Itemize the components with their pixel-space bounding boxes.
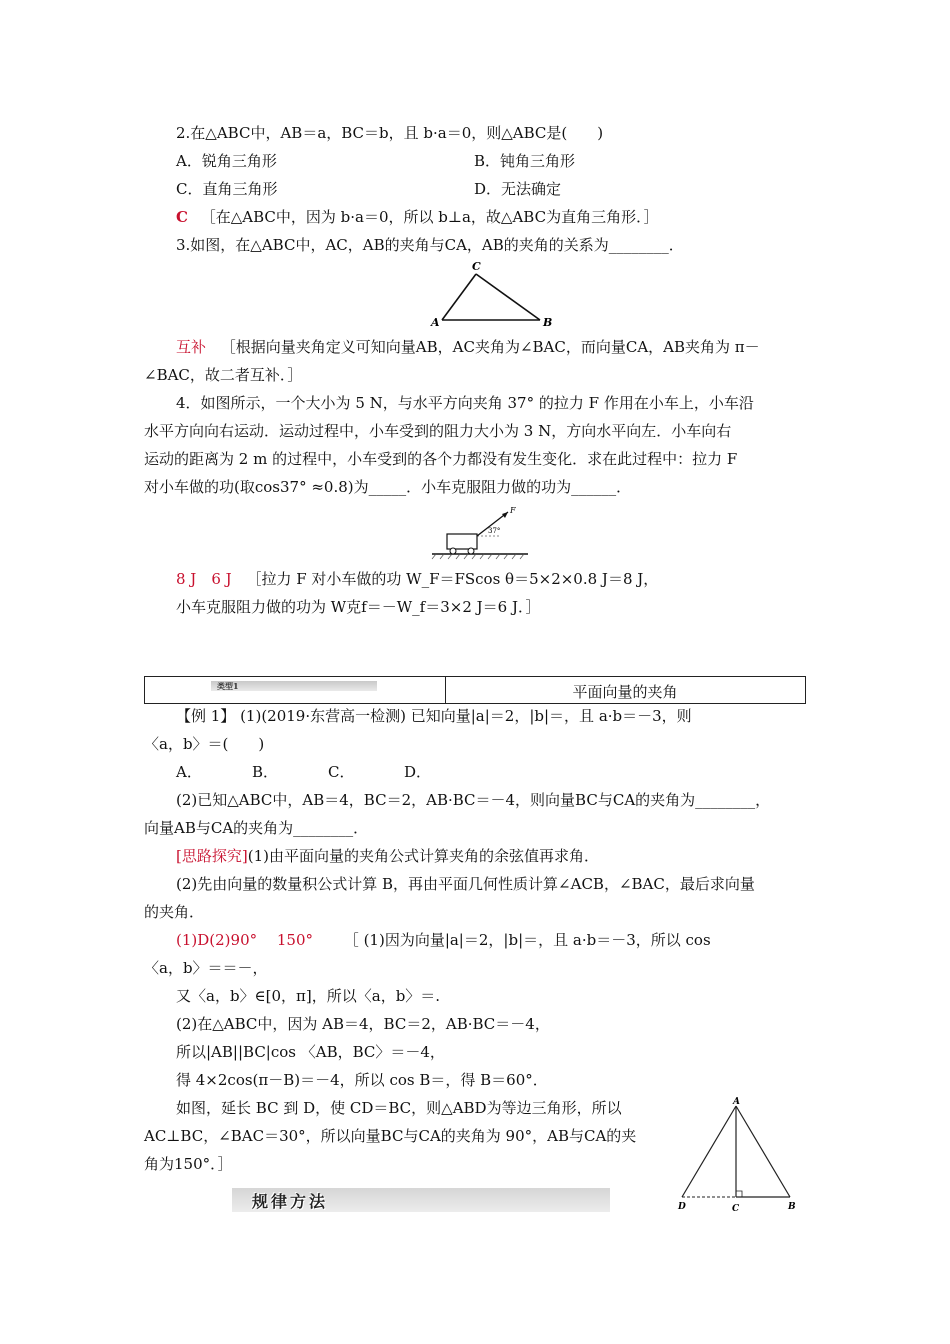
ex1-solution-2c: 得 4×2cos(π－B)＝－4，所以 cos B＝，得 B＝60°．	[176, 1071, 548, 1089]
q3-answer-text: ［根据向量夹角定义可知向量AB，AC夹角为∠BAC，而向量CA，AB夹角为 π－	[220, 338, 760, 356]
section-header	[144, 676, 806, 704]
ex1-part2-line1: (2)已知△ABC中，AB＝4，BC＝2，AB·BC＝－4，则向量BC与CA的夹角为________，	[176, 791, 771, 809]
section-type-tag: 类型1	[211, 681, 377, 691]
q2-option-a: A．锐角三角形	[176, 152, 277, 170]
ex1-part2-line2: 向量AB与CA的夹角为________．	[144, 819, 369, 837]
ex1-solution-3c: 角为150°．］	[144, 1155, 233, 1173]
ex1-option-b: B．	[252, 763, 279, 781]
ex1-line2: 〈a，b〉＝( )	[144, 735, 265, 753]
think-step1: (1)由平面向量的夹角公式计算夹角的余弦值再求角．	[247, 847, 599, 865]
think-tag: [思路探究]	[176, 847, 248, 865]
ex1-option-c: C．	[328, 763, 355, 781]
q2-stem: 2.在△ABC中，AB＝a，BC＝b，且 b·a＝0，则△ABC是( )	[176, 124, 604, 142]
q4-line4: 对小车做的功(取cos37° ≈0.8)为_____．小车克服阻力做的功为______．	[144, 478, 632, 496]
ex1-solution-1c: 又〈a，b〉∈[0，π]，所以〈a，b〉＝.	[176, 987, 441, 1005]
q2-option-c: C．直角三角形	[176, 180, 278, 198]
ex1-think-line1	[176, 846, 599, 866]
ex1-think-line3: 的夹角．	[144, 903, 205, 921]
q2-answer-text: ［在△ABC中，因为 b·a＝0，所以 b⊥a，故△ABC为直角三角形．］	[200, 208, 659, 226]
q2-answer	[176, 207, 659, 227]
ex1-solution-3a: 如图，延长 BC 到 D，使 CD＝BC，则△ABD为等边三角形，所以	[176, 1099, 622, 1117]
ex1-solution-line1	[176, 930, 711, 950]
q4-answer-text: ［拉力 F 对小车做的功 W_F＝FScos θ＝5×2×0.8 J＝8 J，	[246, 570, 659, 588]
q4-line3: 运动的距离为 2 m 的过程中，小车受到的各个力都没有发生变化．求在此过程中：拉力 F	[144, 450, 738, 468]
ex1-think-line2: (2)先由向量的数量积公式计算 B，再由平面几何性质计算∠ACB，∠BAC，最后求向量	[176, 875, 755, 893]
q4-line2: 水平方向向右运动．运动过程中，小车受到的阻力大小为 3 N，方向水平向左．小车向右	[144, 422, 732, 440]
ex1-label-d: D	[678, 1202, 686, 1212]
ex1-option-d: D．	[404, 763, 432, 781]
method-banner	[232, 1188, 610, 1212]
ex1-label-c: C	[732, 1204, 740, 1214]
q4-answer-line2: 小车克服阻力做的功为 W克f＝－W_f＝3×2 J＝6 J．］	[176, 598, 541, 616]
q2-option-b: B．钝角三角形	[474, 152, 576, 170]
q3-stem: 3.如图，在△ABC中，AC，AB的夹角与CA，AB的夹角的关系为________．	[176, 236, 684, 254]
ex1-solution-2a: (2)在△ABC中，因为 AB＝4，BC＝2，AB·BC＝－4，	[176, 1015, 550, 1033]
ex1-option-a: A．	[176, 763, 202, 781]
ex1-solution-1a: ［ (1)因为向量|a|＝2，|b|＝，且 a·b＝－3，所以 cos	[343, 931, 711, 949]
q4-angle-label: 37°	[488, 527, 501, 535]
ex1-label-b: B	[788, 1202, 796, 1212]
ex1-line1: 【例 1】 (1)(2019·东营高一检测) 已知向量|a|＝2，|b|＝，且 a·b＝－3，则	[176, 707, 692, 725]
q3-triangle-figure	[428, 258, 558, 330]
ex1-label-a: A	[733, 1097, 740, 1107]
q4-cart-figure	[430, 503, 530, 563]
q3-label-b: B	[543, 316, 553, 329]
section-title: 平面向量的夹角	[572, 683, 678, 701]
q2-option-d: D．无法确定	[474, 180, 562, 198]
ex1-solution-2b: 所以|AB||BC|cos 〈AB，BC〉＝－4，	[176, 1043, 445, 1061]
q3-label-a: A	[431, 316, 440, 329]
ex1-solution-3b: AC⊥BC，∠BAC＝30°，所以向量BC与CA的夹角为 90°，AB与CA的夹	[144, 1127, 637, 1145]
q3-answer-word: 互补	[176, 338, 207, 356]
ex1-solution-1b: 〈a，b〉＝＝－，	[144, 959, 268, 977]
ex1-triangle-figure	[672, 1094, 802, 1216]
q4-force-label: F	[510, 506, 516, 515]
q2-answer-letter: C	[176, 208, 188, 226]
q4-answer-line1	[176, 569, 658, 589]
q4-line1: 4．如图所示，一个大小为 5 N，与水平方向夹角 37° 的拉力 F 作用在小车上，小车沿	[176, 394, 754, 412]
q4-answer-values: 8 J 6 J	[176, 570, 232, 588]
q3-label-c: C	[472, 260, 481, 273]
q3-answer-line2: ∠BAC，故二者互补．］	[144, 366, 303, 384]
method-label: 规律方法	[252, 1192, 329, 1211]
q3-answer-line1	[176, 337, 760, 357]
ex1-answer-head: (1)D(2)90° 150°	[176, 931, 314, 949]
